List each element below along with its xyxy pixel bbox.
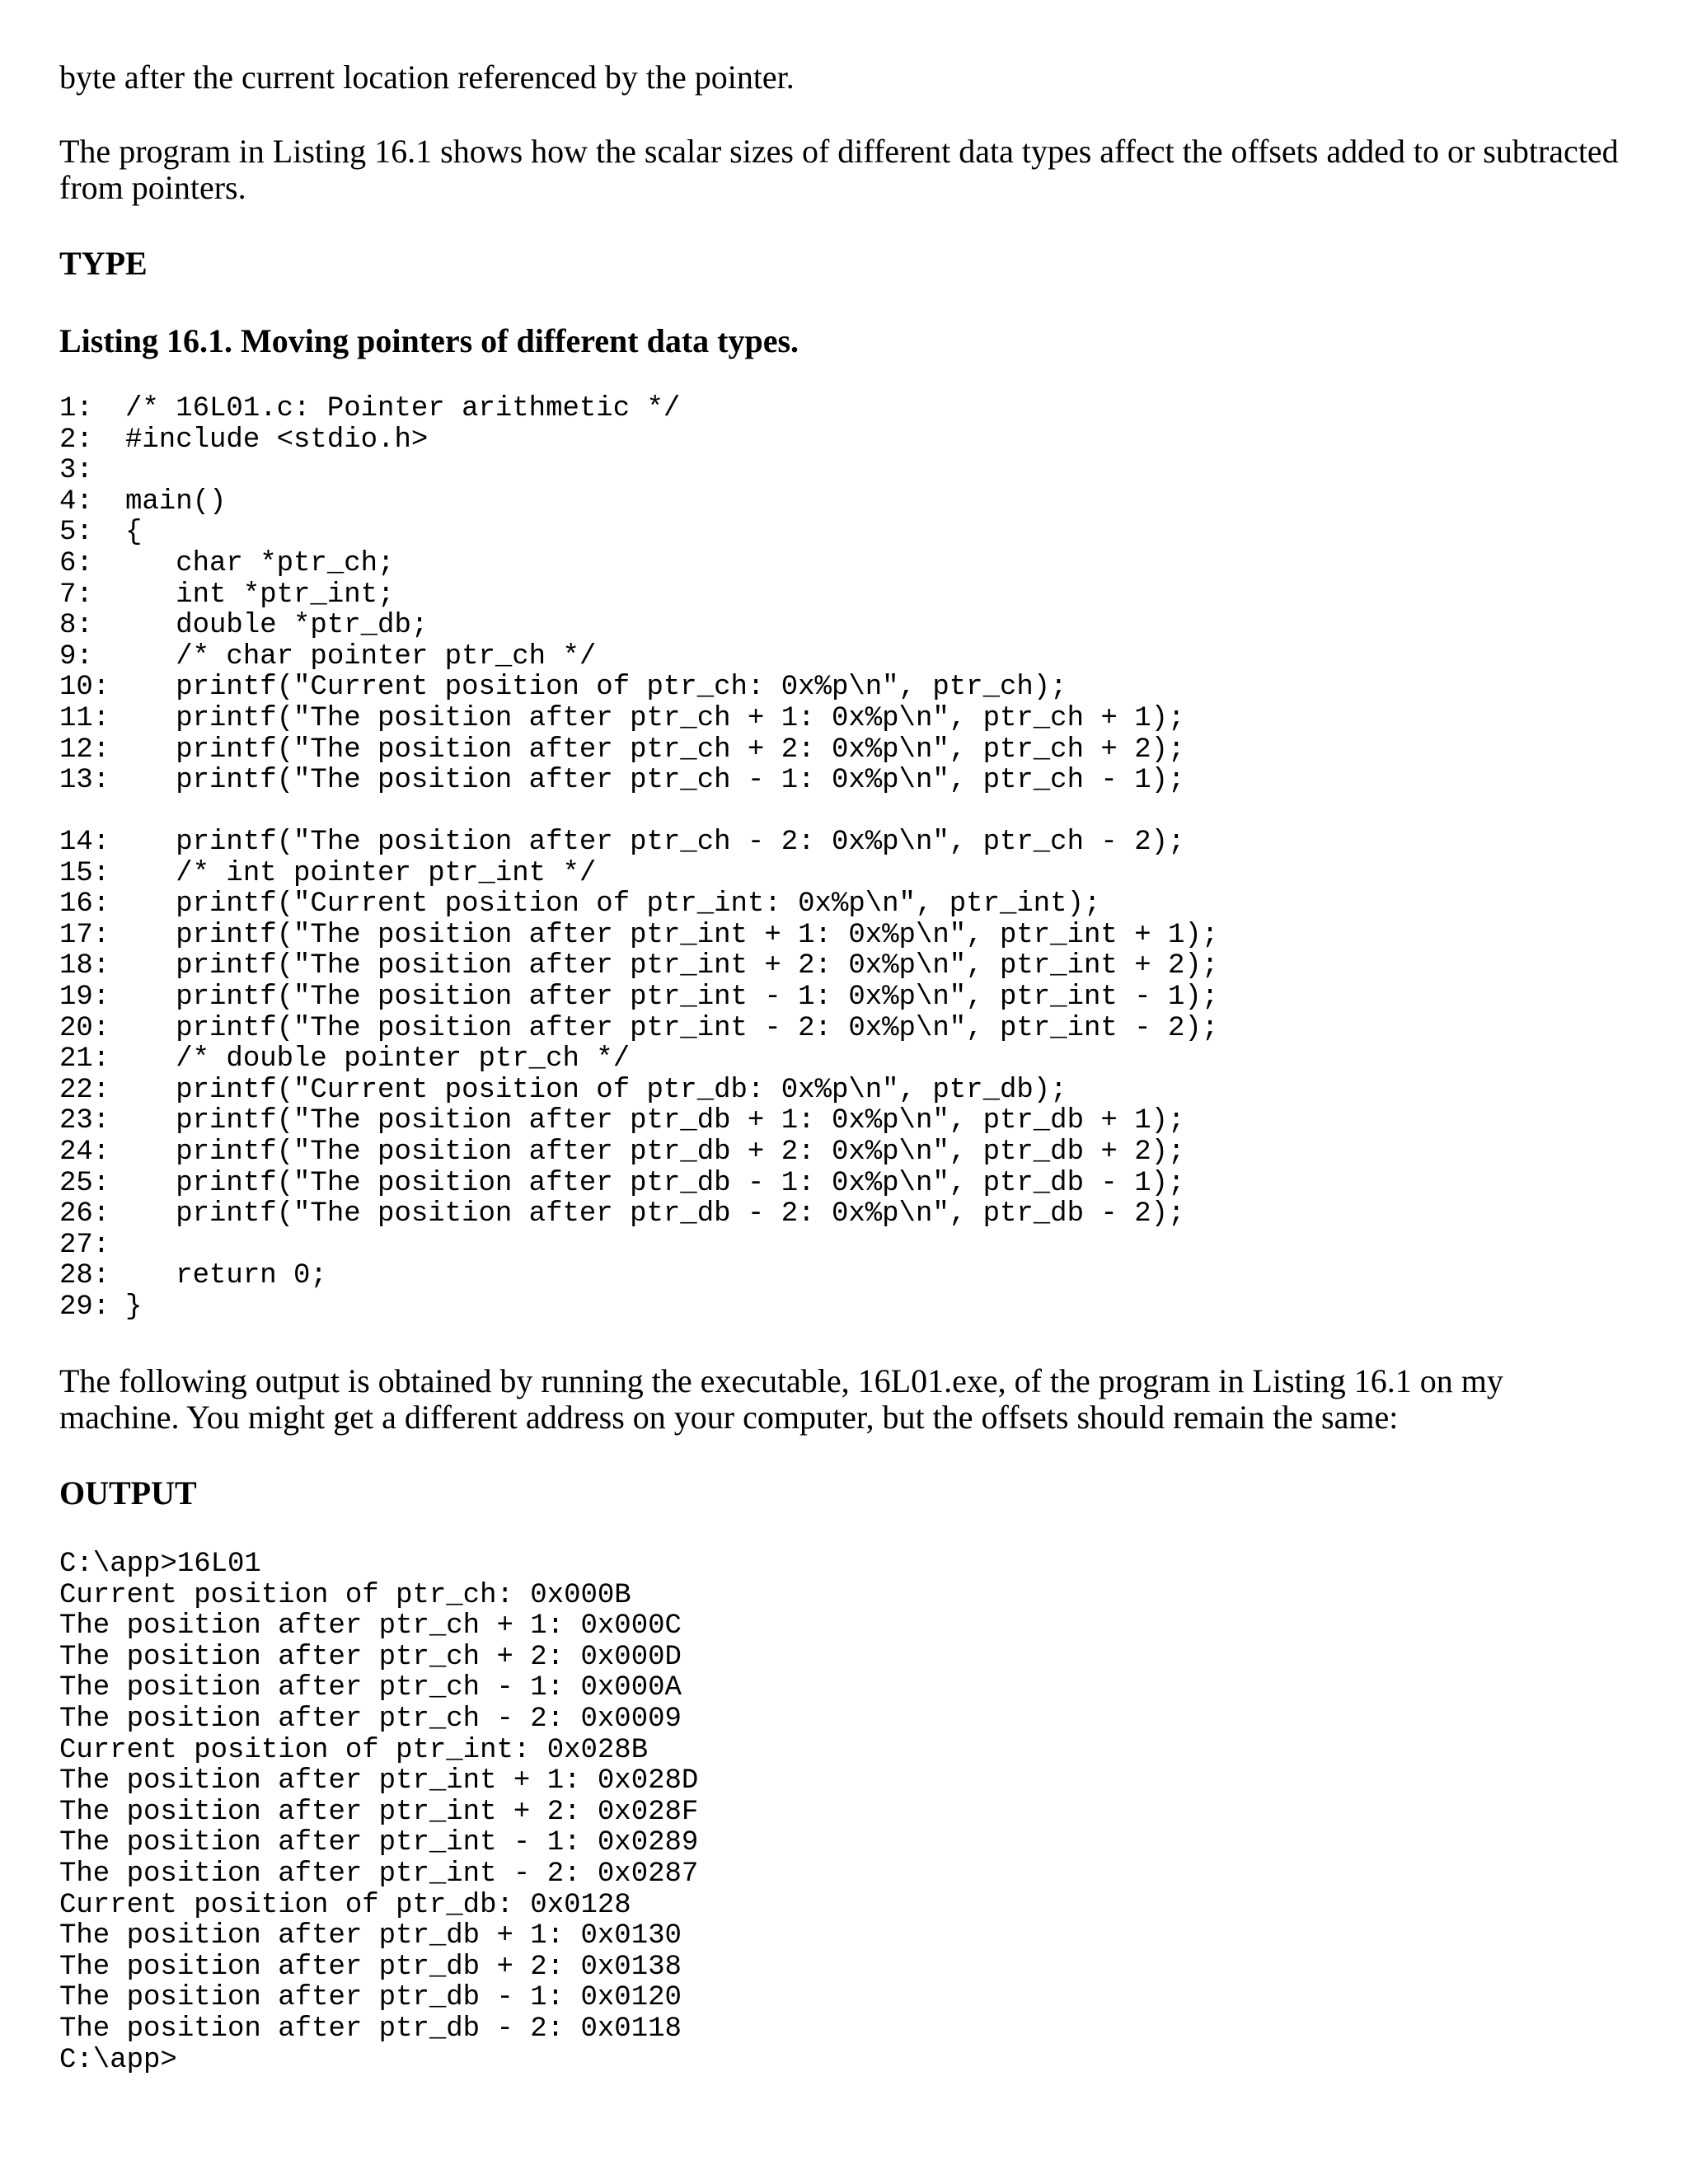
output-line: The position after ptr_int + 2: 0x028F <box>59 1796 699 1828</box>
code-line <box>59 1199 1218 1230</box>
line-number: 1: <box>59 393 93 424</box>
code-text: printf("The position after ptr_db + 2: 0x%p\n", ptr_db + 2); <box>125 1136 1185 1168</box>
code-text: printf("The position after ptr_db - 1: 0x%p\n", ptr_db - 1); <box>125 1167 1185 1199</box>
code-text: #include <stdio.h> <box>125 424 429 456</box>
code-line <box>59 487 1184 518</box>
output-line: C:\app> <box>59 2044 177 2076</box>
line-number: 8: <box>59 610 93 642</box>
code-listing-part-2 <box>59 827 1218 1324</box>
code-text: /* 16L01.c: Pointer arithmetic */ <box>125 393 681 424</box>
line-number: 9: <box>59 640 93 673</box>
code-text: /* int pointer ptr_int */ <box>125 857 597 889</box>
line-number: 5: <box>59 517 93 549</box>
code-text: printf("The position after ptr_int - 1: 0x%p\n", ptr_int - 1); <box>125 981 1219 1013</box>
code-line <box>59 766 1184 797</box>
code-text: { <box>125 517 143 549</box>
output-line: Current position of ptr_db: 0x0128 <box>59 1889 631 1921</box>
line-number: 29: <box>59 1291 110 1323</box>
code-text: printf("The position after ptr_ch - 2: 0x%p\n", ptr_ch - 2); <box>125 827 1185 858</box>
line-number: 23: <box>59 1105 110 1137</box>
listing-title: Listing 16.1. Moving pointers of different data types. <box>59 322 799 359</box>
code-text: printf("Current position of ptr_int: 0x%p\n", ptr_int); <box>125 888 1101 921</box>
code-line <box>59 394 1184 425</box>
code-text: printf("The position after ptr_int + 2: 0x%p\n", ptr_int + 2); <box>125 950 1219 982</box>
line-number: 4: <box>59 485 93 518</box>
code-text: /* char pointer ptr_ch */ <box>125 640 597 673</box>
line-number: 2: <box>59 424 93 456</box>
line-number: 27: <box>59 1229 110 1261</box>
code-line <box>59 1292 1218 1324</box>
code-text: main() <box>125 485 227 518</box>
output-line: The position after ptr_ch - 2: 0x0009 <box>59 1703 682 1735</box>
line-number: 11: <box>59 702 110 734</box>
line-number: 18: <box>59 950 110 982</box>
output-line: Current position of ptr_int: 0x028B <box>59 1734 649 1766</box>
code-text: printf("The position after ptr_int - 2: 0x%p\n", ptr_int - 2); <box>125 1012 1219 1044</box>
output-line: The position after ptr_int - 2: 0x0287 <box>59 1858 699 1890</box>
output-line: The position after ptr_ch - 1: 0x000A <box>59 1672 682 1704</box>
line-number: 24: <box>59 1136 110 1168</box>
code-text: } <box>125 1291 143 1323</box>
output-line: C:\app>16L01 <box>59 1549 261 1580</box>
code-text: int *ptr_int; <box>125 579 395 611</box>
code-line <box>59 827 1218 859</box>
line-number: 26: <box>59 1198 110 1230</box>
code-text: printf("The position after ptr_int + 1: 0x%p\n", ptr_int + 1); <box>125 919 1219 951</box>
code-line <box>59 1076 1218 1107</box>
code-text: printf("The position after ptr_ch - 1: 0x%p\n", ptr_ch - 1); <box>125 765 1185 797</box>
code-line <box>59 1014 1218 1045</box>
line-number: 17: <box>59 919 110 951</box>
continuation-text: byte after the current location referenced by the pointer. <box>59 59 795 96</box>
code-line <box>59 859 1218 890</box>
code-listing-part-1 <box>59 394 1184 797</box>
output-line: The position after ptr_db + 2: 0x0138 <box>59 1951 682 1983</box>
line-number: 10: <box>59 672 110 704</box>
code-line <box>59 1169 1218 1200</box>
output-intro-paragraph: The following output is obtained by running the executable, 16L01.exe, of the program in Listing 16.1 on my machine. You might get a different address on your computer, but the offsets should remain the same: <box>59 1362 1503 1436</box>
line-number: 28: <box>59 1260 110 1292</box>
code-text: printf("The position after ptr_db + 1: 0x%p\n", ptr_db + 1); <box>125 1105 1185 1137</box>
code-line <box>59 549 1184 580</box>
code-line <box>59 1230 1218 1262</box>
code-text: printf("Current position of ptr_db: 0x%p\n", ptr_db); <box>125 1074 1067 1106</box>
code-line <box>59 889 1218 921</box>
code-line <box>59 611 1184 642</box>
code-line <box>59 642 1184 673</box>
code-line <box>59 1137 1218 1169</box>
code-text: printf("The position after ptr_db - 2: 0x%p\n", ptr_db - 2); <box>125 1198 1185 1230</box>
line-number: 20: <box>59 1012 110 1044</box>
code-text: return 0; <box>125 1260 327 1292</box>
line-number: 21: <box>59 1043 110 1076</box>
code-line <box>59 921 1218 952</box>
code-line <box>59 982 1218 1014</box>
line-number: 14: <box>59 827 110 858</box>
line-number: 16: <box>59 888 110 921</box>
code-line <box>59 951 1218 982</box>
code-text: printf("Current position of ptr_ch: 0x%p\n", ptr_ch); <box>125 672 1067 704</box>
output-heading: OUTPUT <box>59 1474 197 1511</box>
code-line <box>59 1106 1218 1137</box>
output-line: The position after ptr_ch + 1: 0x000C <box>59 1610 682 1643</box>
code-text: char *ptr_ch; <box>125 547 395 579</box>
line-number: 22: <box>59 1074 110 1106</box>
line-number: 3: <box>59 455 93 487</box>
output-line: The position after ptr_db + 1: 0x0130 <box>59 1920 682 1952</box>
output-line: The position after ptr_int - 1: 0x0289 <box>59 1827 699 1859</box>
code-text: printf("The position after ptr_ch + 2: 0x%p\n", ptr_ch + 2); <box>125 733 1185 766</box>
code-text: double *ptr_db; <box>125 610 429 642</box>
code-text: /* double pointer ptr_ch */ <box>125 1043 631 1076</box>
line-number: 13: <box>59 765 110 797</box>
code-line <box>59 673 1184 704</box>
type-heading: TYPE <box>59 245 148 282</box>
code-line <box>59 735 1184 766</box>
code-line <box>59 704 1184 735</box>
code-line <box>59 1261 1218 1292</box>
line-number: 19: <box>59 981 110 1013</box>
line-number: 6: <box>59 547 93 579</box>
output-line: The position after ptr_int + 1: 0x028D <box>59 1765 699 1797</box>
output-line: The position after ptr_ch + 2: 0x000D <box>59 1641 682 1673</box>
intro-paragraph: The program in Listing 16.1 shows how the scalar sizes of different data types affect the offsets added to or subtracted from pointers. <box>59 133 1619 206</box>
code-line <box>59 580 1184 612</box>
output-line: The position after ptr_db - 2: 0x0118 <box>59 2013 682 2045</box>
output-line: Current position of ptr_ch: 0x000B <box>59 1579 631 1611</box>
program-output <box>59 1549 698 2076</box>
line-number: 25: <box>59 1167 110 1199</box>
code-line <box>59 425 1184 457</box>
line-number: 7: <box>59 579 93 611</box>
line-number: 15: <box>59 857 110 889</box>
output-line: The position after ptr_db - 1: 0x0120 <box>59 1982 682 2014</box>
line-number: 12: <box>59 733 110 766</box>
code-line <box>59 456 1184 487</box>
code-line <box>59 518 1184 549</box>
code-text: printf("The position after ptr_ch + 1: 0x%p\n", ptr_ch + 1); <box>125 702 1185 734</box>
code-line <box>59 1044 1218 1076</box>
